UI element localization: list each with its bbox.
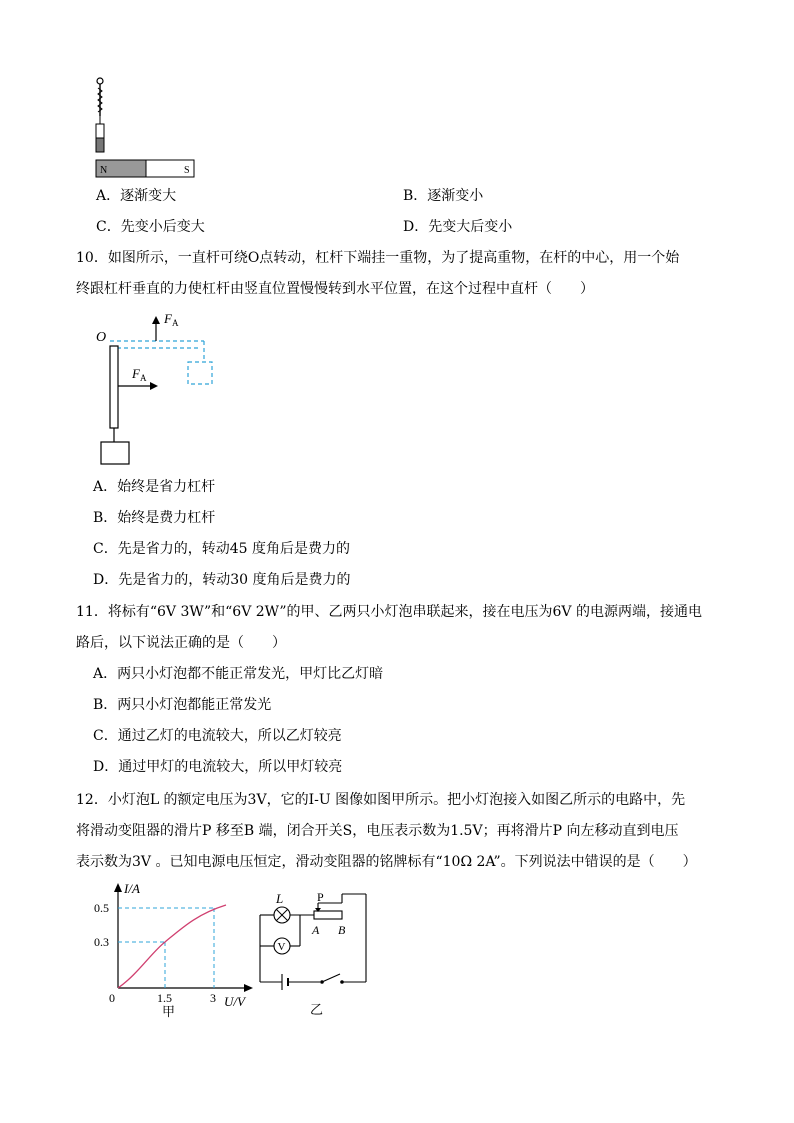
pivot-o-label: O: [96, 330, 107, 345]
q11-option-d[interactable]: D．通过甲灯的电流较大，所以甲灯较亮: [93, 759, 343, 775]
x-axis-label: U/V: [224, 994, 245, 1009]
q10-option-b[interactable]: B．始终是费力杠杆: [93, 510, 216, 526]
y-tick-05: 0.5: [94, 901, 109, 915]
force-fa-label: $F_A$: [132, 366, 147, 383]
voltmeter-icon: [274, 938, 290, 954]
q10-stem-line1: 10．如图所示，一直杆可绕O点转动，杠杆下端挂一重物，为了提高重物，在杆的中心，用一个始: [76, 250, 680, 266]
figure-q12-circuit: [254, 888, 384, 1020]
y-tick-03: 0.3: [94, 935, 109, 949]
graph-caption: 甲: [162, 1004, 176, 1019]
q9-option-d[interactable]: D．先变大后变小: [403, 219, 513, 235]
end-b-label: B: [338, 923, 346, 937]
q10-option-a[interactable]: A．始终是省力杠杆: [93, 479, 216, 495]
lamp-label: L: [276, 891, 284, 906]
q11-option-c[interactable]: C．通过乙灯的电流较大，所以乙灯较亮: [93, 728, 342, 744]
magnet-s-label: S: [184, 165, 190, 176]
figure-q12-iu-graph: [92, 880, 262, 1020]
origin-label: 0: [109, 991, 115, 1005]
end-a-label: A: [312, 923, 320, 937]
q12-stem-line1: 12．小灯泡L 的额定电压为3V，它的I-U 图像如图甲所示。把小灯泡接入如图乙所示的电路中，先: [76, 792, 686, 808]
battery-icon: [282, 974, 288, 990]
voltmeter-label: V: [277, 941, 286, 953]
q12-stem-line3: 表示数为3V 。已知电源电压恒定，滑动变阻器的铭牌标有“10Ω 2A”。下列说法中错误的是（ ）: [76, 854, 697, 870]
q11-option-a[interactable]: A．两只小灯泡都不能正常发光，甲灯比乙灯暗: [93, 666, 384, 682]
q10-option-d[interactable]: D．先是省力的，转动30 度角后是费力的: [93, 572, 351, 588]
q9-option-a[interactable]: A．逐渐变大: [96, 188, 177, 204]
figure-q10-lever: [92, 306, 222, 468]
slider-p-label: P: [317, 890, 324, 904]
x-tick-3: 3: [210, 991, 216, 1005]
q11-option-b[interactable]: B．两只小灯泡都能正常发光: [93, 697, 272, 713]
q12-stem-line2: 将滑动变阻器的滑片P 移至B 端，闭合开关S，电压表示数为1.5V；再将滑片P 向左移动直到电压: [76, 823, 679, 839]
q10-option-c[interactable]: C．先是省力的，转动45 度角后是费力的: [93, 541, 350, 557]
y-axis-label: I/A: [124, 881, 140, 896]
q9-option-b[interactable]: B．逐渐变小: [403, 188, 484, 204]
force-fa-label-top: $F_A$: [164, 311, 179, 328]
q11-stem-line1: 11．将标有“6V 3W”和“6V 2W”的甲、乙两只小灯泡串联起来，接在电压为6V 的电源两端，接通电: [76, 604, 702, 620]
circuit-caption: 乙: [310, 1002, 324, 1017]
figure-q9-magnet: [90, 76, 200, 180]
x-tick-15: 1.5: [157, 991, 172, 1005]
lever-rotated-position: [110, 311, 212, 384]
q10-stem-line2: 终跟杠杆垂直的力使杠杆由竖直位置慢慢转到水平位置，在这个过程中直杆（ ）: [76, 281, 594, 297]
lamp-icon: [274, 907, 290, 923]
q11-stem-line2: 路后，以下说法正确的是（ ）: [76, 635, 286, 651]
switch-icon: [320, 974, 344, 984]
magnet-n-label: N: [100, 165, 108, 176]
q9-option-c[interactable]: C．先变小后变大: [96, 219, 205, 235]
